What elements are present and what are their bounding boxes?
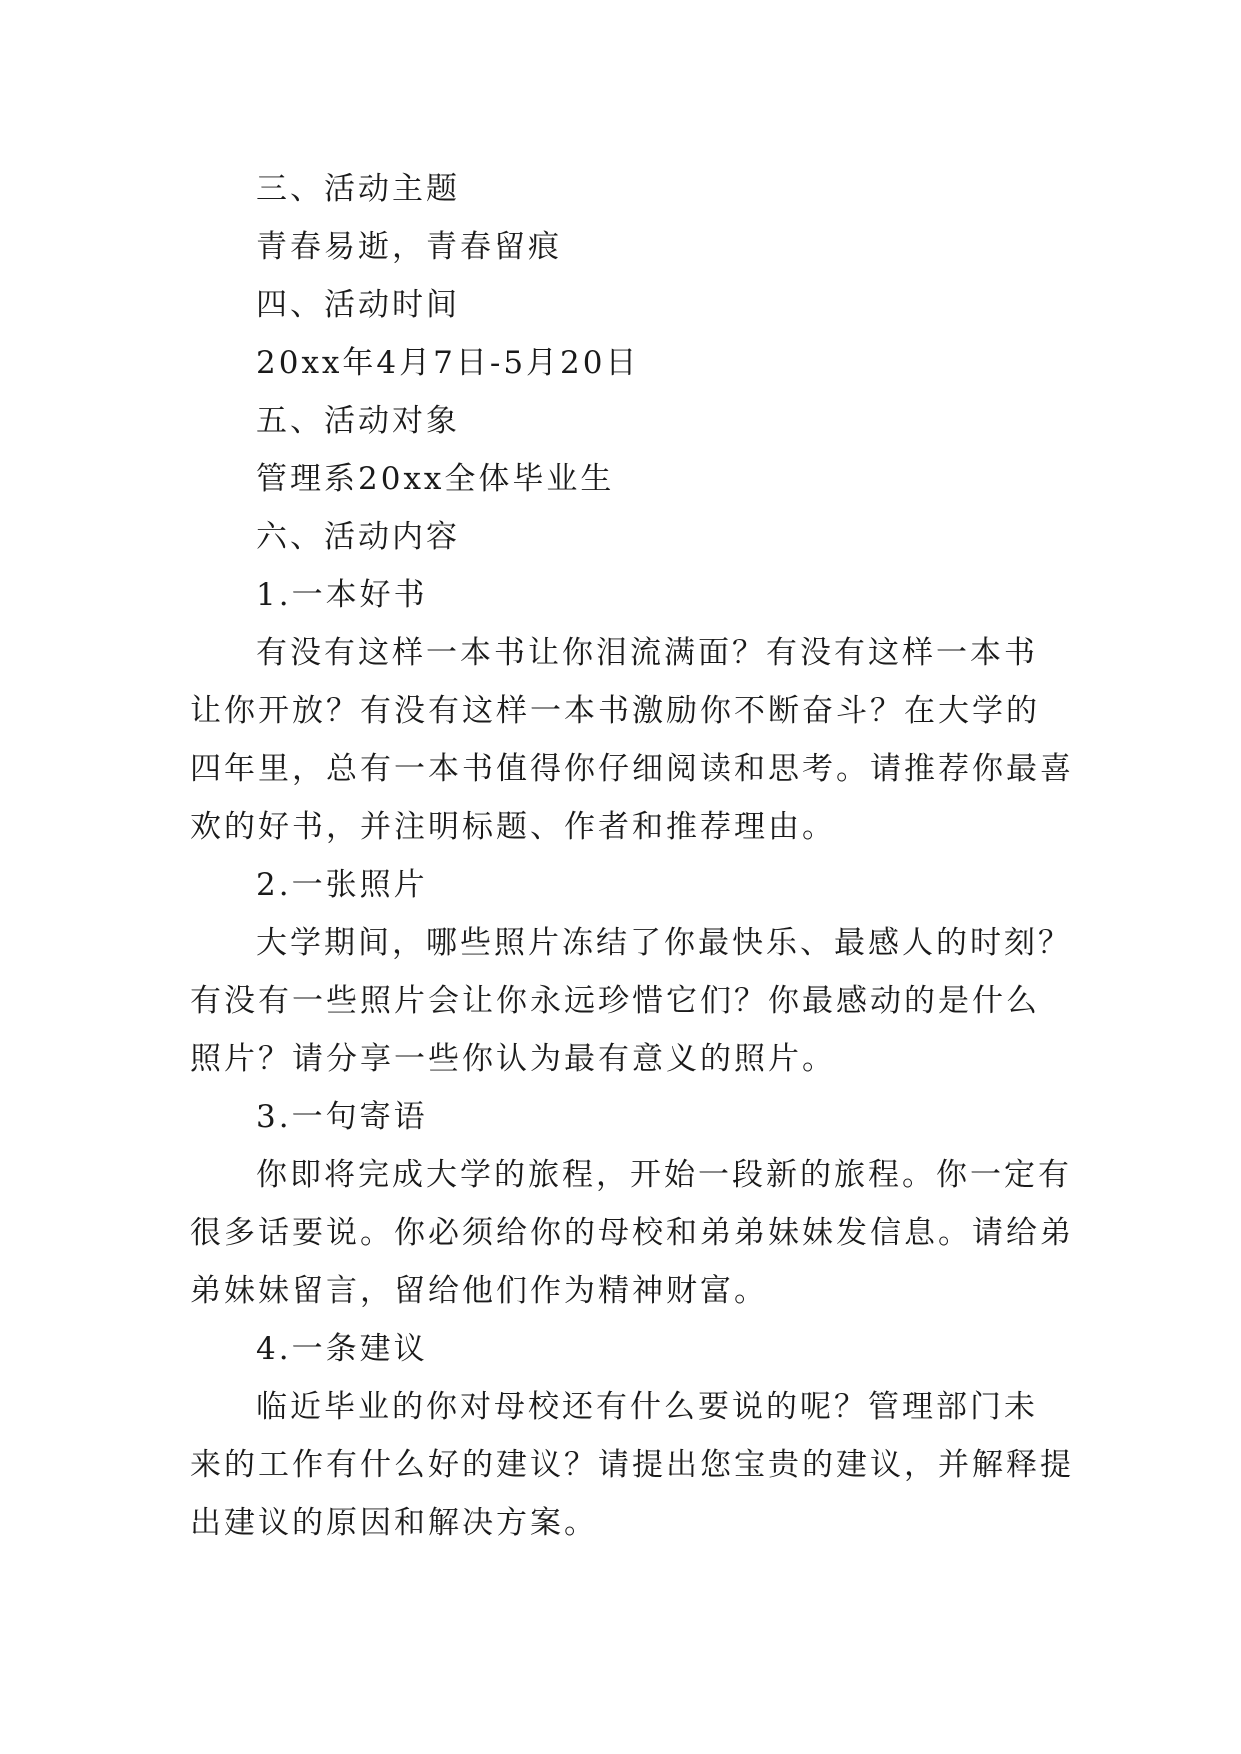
paragraph-line: 临近毕业的你对母校还有什么要说的呢？管理部门未 (256, 1389, 1038, 1425)
paragraph-line: 欢的好书，并注明标题、作者和推荐理由。 (190, 809, 836, 845)
document-body (190, 160, 1074, 1552)
item-heading-suggestion: 4.一条建议 (256, 1331, 428, 1367)
section-heading-content: 六、活动内容 (256, 519, 460, 555)
item-heading-message: 3.一句寄语 (256, 1099, 428, 1135)
paragraph-line: 四年里，总有一本书值得你仔细阅读和思考。请推荐你最喜 (190, 751, 1074, 787)
section-heading-time: 四、活动时间 (256, 287, 460, 323)
section-heading-theme: 三、活动主题 (256, 171, 460, 207)
audience-text: 管理系20xx全体毕业生 (256, 461, 615, 497)
paragraph-line: 有没有这样一本书让你泪流满面？有没有这样一本书 (256, 635, 1038, 671)
item-heading-photo: 2.一张照片 (256, 867, 428, 903)
paragraph-line: 出建议的原因和解决方案。 (190, 1505, 598, 1541)
paragraph-line: 让你开放？有没有这样一本书激励你不断奋斗？在大学的 (190, 693, 1040, 729)
time-text: 20xx年4月7日-5月20日 (256, 345, 640, 381)
item-heading-book: 1.一本好书 (256, 577, 428, 613)
paragraph-line: 来的工作有什么好的建议？请提出您宝贵的建议，并解释提 (190, 1447, 1074, 1483)
paragraph-line: 你即将完成大学的旅程，开始一段新的旅程。你一定有 (256, 1157, 1072, 1193)
section-heading-audience: 五、活动对象 (256, 403, 460, 439)
paragraph-line: 大学期间，哪些照片冻结了你最快乐、最感人的时刻？ (256, 925, 1072, 961)
paragraph-line: 很多话要说。你必须给你的母校和弟弟妹妹发信息。请给弟 (190, 1215, 1074, 1251)
paragraph-line: 照片？请分享一些你认为最有意义的照片。 (190, 1041, 836, 1077)
theme-text: 青春易逝，青春留痕 (256, 229, 562, 265)
paragraph-line: 有没有一些照片会让你永远珍惜它们？你最感动的是什么 (190, 983, 1040, 1019)
paragraph-line: 弟妹妹留言，留给他们作为精神财富。 (190, 1273, 768, 1309)
